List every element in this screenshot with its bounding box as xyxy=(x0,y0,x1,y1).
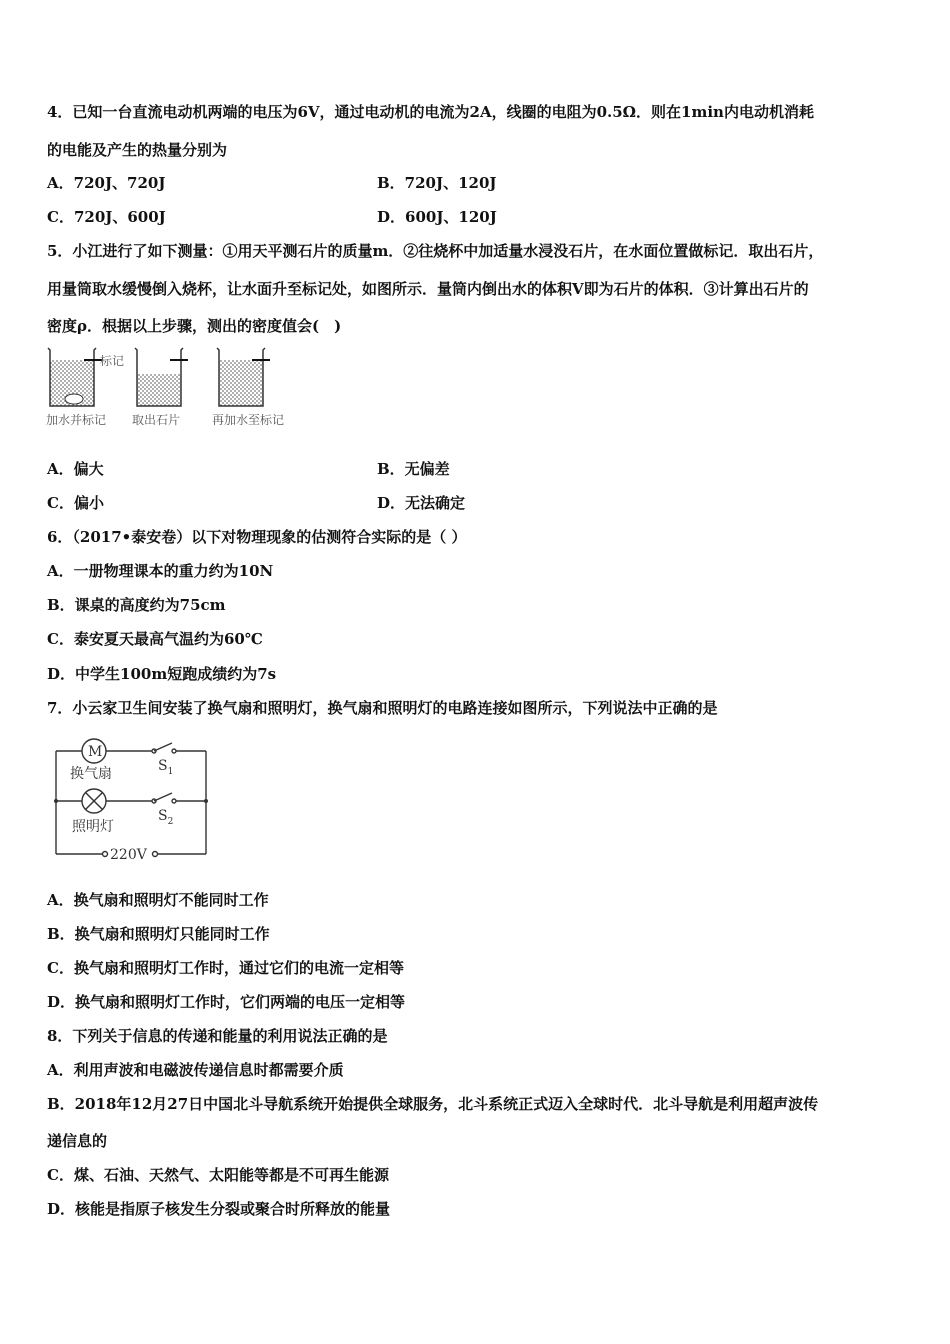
q7-option-d: D．换气扇和照明灯工作时，它们两端的电压一定相等 xyxy=(47,993,406,1011)
q8-option-b-line1: B．2018年12月27日中国北斗导航系统开始提供全球服务，北斗系统正式迈入全球时代．北斗导航是利用超声波传 xyxy=(47,1095,819,1113)
q4-option-b: B．720J、120J xyxy=(377,174,497,192)
caption-2: 取出石片 xyxy=(132,413,181,427)
q4-stem-line1: 4．已知一台直流电动机两端的电压为6V，通过电动机的电流为2A，线圈的电阻为0.5Ω．则在1min内电动机消耗 xyxy=(47,103,814,121)
q5-stem-line1: 5．小江进行了如下测量：①用天平测石片的质量m．②往烧杯中加适量水浸没石片，在水面位置做标记．取出石片， xyxy=(47,242,824,260)
beaker-3 xyxy=(217,348,270,406)
q7-option-a: A．换气扇和照明灯不能同时工作 xyxy=(47,891,269,909)
q5-stem-line2: 用量筒取水缓慢倒入烧杯，让水面升至标记处，如图所示．量筒内倒出水的体积V即为石片的体积．③计算出石片的 xyxy=(47,280,809,298)
q6-stem: 6．（2017•泰安卷）以下对物理现象的估测符合实际的是（ ） xyxy=(47,528,467,546)
q6-option-c: C．泰安夏天最高气温约为60℃ xyxy=(47,630,263,648)
q7-stem: 7．小云家卫生间安装了换气扇和照明灯，换气扇和照明灯的电路连接如图所示，下列说法中正确的是 xyxy=(47,699,718,717)
caption-1: 加水并标记 xyxy=(46,413,107,427)
q5-option-c: C．偏小 xyxy=(47,494,104,512)
caption-3: 再加水至标记 xyxy=(212,413,285,427)
stone-shape xyxy=(65,394,83,404)
q4-stem-line2: 的电能及产生的热量分别为 xyxy=(47,141,228,159)
fan-label: 换气扇 xyxy=(70,766,112,782)
voltage-label: 220V xyxy=(110,847,147,863)
beaker-1 xyxy=(48,348,124,406)
motor-symbol: M xyxy=(88,744,103,760)
q4-option-a: A．720J、720J xyxy=(47,174,166,192)
q5-option-b: B．无偏差 xyxy=(377,460,450,478)
q7-option-c: C．换气扇和照明灯工作时，通过它们的电流一定相等 xyxy=(47,959,404,977)
switch-s1-label: $S_1$ xyxy=(158,758,174,777)
q4-option-d: D．600J、120J xyxy=(377,208,497,226)
q8-option-c: C．煤、石油、天然气、太阳能等都是不可再生能源 xyxy=(47,1166,389,1184)
q7-option-b: B．换气扇和照明灯只能同时工作 xyxy=(47,925,270,943)
beaker-2 xyxy=(135,348,188,406)
circuit-figure xyxy=(48,734,218,864)
q8-option-d: D．核能是指原子核发生分裂或聚合时所释放的能量 xyxy=(47,1200,391,1218)
q4-option-c: C．720J、600J xyxy=(47,208,166,226)
q8-option-a: A．利用声波和电磁波传递信息时都需要介质 xyxy=(47,1061,344,1079)
q5-option-d: D．无法确定 xyxy=(377,494,466,512)
lamp-label: 照明灯 xyxy=(72,819,114,835)
switch-s2-icon xyxy=(154,793,172,801)
q6-option-d: D．中学生100m短跑成绩约为7s xyxy=(47,665,277,683)
switch-s1-icon xyxy=(154,743,172,751)
beaker-figure xyxy=(44,344,304,434)
q5-option-a: A．偏大 xyxy=(47,460,104,478)
switch-s2-label: $S_2$ xyxy=(158,808,174,827)
q6-option-a: A．一册物理课本的重力约为10N xyxy=(47,562,274,580)
q6-option-b: B．课桌的高度约为75cm xyxy=(47,596,226,614)
q8-option-b-line2: 递信息的 xyxy=(47,1132,108,1150)
q5-stem-line3: 密度ρ．根据以上步骤，测出的密度值会( ) xyxy=(47,317,342,335)
mark-label: 标记 xyxy=(100,354,125,368)
q8-stem: 8．下列关于信息的传递和能量的利用说法正确的是 xyxy=(47,1027,388,1045)
